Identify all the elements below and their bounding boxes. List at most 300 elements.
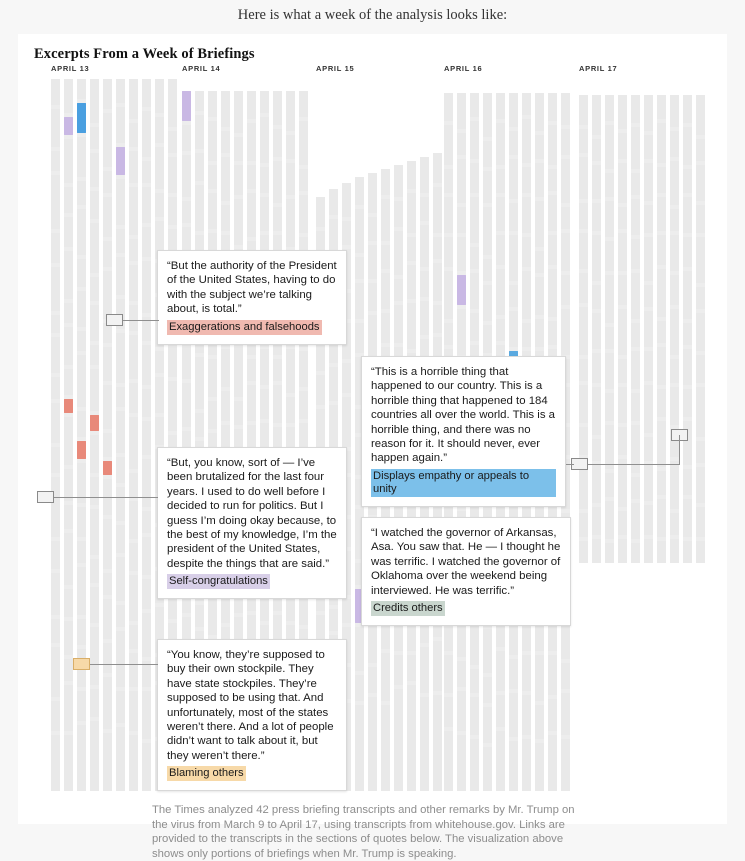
transcript-segment[interactable] — [142, 345, 151, 385]
transcript-segment[interactable] — [657, 167, 666, 193]
transcript-segment[interactable] — [103, 271, 112, 319]
transcript-segment[interactable] — [631, 199, 640, 235]
marker-exaggerations[interactable] — [106, 314, 123, 326]
transcript-segment[interactable] — [51, 403, 60, 443]
transcript-segment[interactable] — [579, 385, 588, 423]
transcript-segment[interactable] — [368, 667, 377, 693]
transcript-segment[interactable] — [631, 95, 640, 123]
transcript-segment[interactable] — [77, 103, 86, 133]
transcript-segment[interactable] — [509, 203, 518, 231]
transcript-segment[interactable] — [64, 505, 73, 529]
transcript-segment[interactable] — [234, 91, 243, 133]
transcript-segment[interactable] — [605, 425, 614, 469]
transcript-segment[interactable] — [368, 173, 377, 213]
transcript-segment[interactable] — [381, 199, 390, 241]
transcript-segment[interactable] — [342, 397, 351, 447]
transcript-segment[interactable] — [470, 313, 479, 341]
transcript-segment[interactable] — [142, 613, 151, 657]
transcript-segment[interactable] — [116, 605, 125, 627]
transcript-segment[interactable] — [548, 195, 557, 231]
transcript-segment[interactable] — [444, 627, 453, 651]
transcript-segment[interactable] — [77, 619, 86, 645]
transcript-segment[interactable] — [535, 743, 544, 791]
transcript-segment[interactable] — [683, 349, 692, 385]
transcript-segment[interactable] — [221, 391, 230, 421]
transcript-segment[interactable] — [579, 541, 588, 563]
transcript-segment[interactable] — [381, 705, 390, 791]
transcript-segment[interactable] — [631, 425, 640, 473]
transcript-segment[interactable] — [696, 541, 705, 563]
transcript-segment[interactable] — [394, 305, 403, 343]
transcript-segment[interactable] — [496, 123, 505, 165]
transcript-segment[interactable] — [470, 163, 479, 193]
transcript-segment[interactable] — [670, 131, 679, 157]
transcript-segment[interactable] — [64, 369, 73, 395]
transcript-segment[interactable] — [142, 459, 151, 507]
transcript-segment[interactable] — [299, 169, 308, 191]
transcript-segment[interactable] — [129, 735, 138, 791]
transcript-segment[interactable] — [64, 217, 73, 247]
transcript-segment[interactable] — [605, 353, 614, 389]
transcript-segment[interactable] — [142, 389, 151, 417]
transcript-segment[interactable] — [509, 659, 518, 689]
transcript-segment[interactable] — [90, 277, 99, 301]
transcript-segment[interactable] — [260, 117, 269, 163]
transcript-segment[interactable] — [592, 353, 601, 383]
transcript-segment[interactable] — [509, 311, 518, 347]
transcript-segment[interactable] — [605, 327, 614, 349]
transcript-segment[interactable] — [548, 625, 557, 651]
transcript-segment[interactable] — [129, 501, 138, 539]
transcript-segment[interactable] — [155, 193, 164, 217]
transcript-segment[interactable] — [670, 209, 679, 231]
transcript-segment[interactable] — [155, 79, 164, 113]
transcript-segment[interactable] — [444, 169, 453, 193]
transcript-segment[interactable] — [90, 369, 99, 411]
transcript-segment[interactable] — [103, 197, 112, 237]
transcript-segment[interactable] — [168, 157, 177, 193]
transcript-segment[interactable] — [90, 79, 99, 123]
transcript-segment[interactable] — [496, 731, 505, 791]
transcript-segment[interactable] — [195, 185, 204, 231]
transcript-segment[interactable] — [208, 359, 217, 397]
transcript-segment[interactable] — [273, 207, 282, 231]
transcript-segment[interactable] — [683, 421, 692, 465]
transcript-segment[interactable] — [129, 79, 138, 119]
transcript-segment[interactable] — [561, 693, 570, 735]
transcript-segment[interactable] — [561, 275, 570, 305]
transcript-segment[interactable] — [522, 695, 531, 735]
transcript-segment[interactable] — [195, 91, 204, 111]
transcript-segment[interactable] — [483, 325, 492, 353]
transcript-segment[interactable] — [657, 471, 666, 495]
transcript-segment[interactable] — [273, 91, 282, 125]
transcript-segment[interactable] — [579, 157, 588, 199]
transcript-segment[interactable] — [142, 421, 151, 455]
transcript-segment[interactable] — [683, 323, 692, 345]
transcript-segment[interactable] — [696, 507, 705, 537]
transcript-segment[interactable] — [644, 385, 653, 433]
transcript-segment[interactable] — [657, 197, 666, 231]
transcript-segment[interactable] — [195, 115, 204, 149]
transcript-segment[interactable] — [644, 205, 653, 233]
transcript-segment[interactable] — [470, 669, 479, 693]
transcript-segment[interactable] — [195, 413, 204, 437]
transcript-segment[interactable] — [51, 79, 60, 105]
transcript-segment[interactable] — [381, 169, 390, 195]
transcript-segment[interactable] — [683, 469, 692, 495]
transcript-segment[interactable] — [605, 393, 614, 421]
transcript-segment[interactable] — [90, 721, 99, 791]
transcript-segment[interactable] — [260, 389, 269, 419]
marker-blaming-others[interactable] — [73, 658, 90, 670]
transcript-segment[interactable] — [548, 699, 557, 731]
transcript-segment[interactable] — [286, 163, 295, 195]
transcript-segment[interactable] — [103, 643, 112, 673]
transcript-segment[interactable] — [509, 93, 518, 127]
transcript-segment[interactable] — [522, 739, 531, 791]
transcript-segment[interactable] — [77, 541, 86, 563]
transcript-segment[interactable] — [129, 691, 138, 731]
transcript-segment[interactable] — [470, 247, 479, 269]
transcript-segment[interactable] — [394, 655, 403, 685]
transcript-segment[interactable] — [548, 321, 557, 345]
transcript-segment[interactable] — [51, 647, 60, 697]
transcript-segment[interactable] — [103, 79, 112, 109]
transcript-segment[interactable] — [535, 93, 544, 131]
transcript-segment[interactable] — [51, 573, 60, 615]
transcript-segment[interactable] — [579, 513, 588, 537]
transcript-segment[interactable] — [561, 663, 570, 689]
transcript-segment[interactable] — [433, 695, 442, 791]
transcript-segment[interactable] — [522, 93, 531, 115]
transcript-segment[interactable] — [631, 351, 640, 389]
transcript-segment[interactable] — [657, 389, 666, 417]
transcript-segment[interactable] — [260, 349, 269, 385]
transcript-segment[interactable] — [103, 433, 112, 457]
transcript-segment[interactable] — [522, 197, 531, 233]
transcript-segment[interactable] — [103, 573, 112, 595]
transcript-segment[interactable] — [670, 359, 679, 383]
transcript-segment[interactable] — [182, 383, 191, 427]
transcript-segment[interactable] — [208, 401, 217, 429]
transcript-segment[interactable] — [182, 91, 191, 121]
transcript-segment[interactable] — [221, 131, 230, 153]
transcript-segment[interactable] — [470, 739, 479, 791]
transcript-segment[interactable] — [168, 197, 177, 225]
transcript-segment[interactable] — [103, 171, 112, 193]
transcript-segment[interactable] — [496, 197, 505, 231]
transcript-segment[interactable] — [631, 127, 640, 169]
transcript-segment[interactable] — [535, 319, 544, 347]
transcript-segment[interactable] — [51, 109, 60, 147]
transcript-segment[interactable] — [247, 91, 256, 119]
transcript-segment[interactable] — [355, 257, 364, 279]
transcript-segment[interactable] — [420, 271, 429, 297]
transcript-segment[interactable] — [103, 385, 112, 429]
transcript-segment[interactable] — [592, 387, 601, 435]
transcript-segment[interactable] — [299, 195, 308, 233]
transcript-segment[interactable] — [644, 505, 653, 535]
transcript-segment[interactable] — [90, 559, 99, 583]
transcript-segment[interactable] — [64, 735, 73, 791]
transcript-segment[interactable] — [51, 701, 60, 731]
transcript-segment[interactable] — [407, 265, 416, 299]
transcript-segment[interactable] — [90, 587, 99, 623]
transcript-segment[interactable] — [592, 507, 601, 535]
transcript-segment[interactable] — [618, 133, 627, 159]
transcript-segment[interactable] — [420, 157, 429, 193]
transcript-segment[interactable] — [168, 381, 177, 431]
transcript-segment[interactable] — [407, 685, 416, 791]
transcript-segment[interactable] — [605, 173, 614, 197]
transcript-segment[interactable] — [394, 231, 403, 275]
transcript-segment[interactable] — [631, 239, 640, 269]
transcript-segment[interactable] — [77, 355, 86, 407]
transcript-segment[interactable] — [657, 421, 666, 467]
transcript-segment[interactable] — [522, 119, 531, 163]
transcript-segment[interactable] — [670, 309, 679, 355]
transcript-segment[interactable] — [618, 95, 627, 129]
transcript-segment[interactable] — [77, 331, 86, 351]
transcript-segment[interactable] — [195, 357, 204, 409]
transcript-segment[interactable] — [51, 267, 60, 311]
transcript-segment[interactable] — [657, 123, 666, 163]
transcript-segment[interactable] — [77, 181, 86, 205]
transcript-segment[interactable] — [696, 467, 705, 503]
transcript-segment[interactable] — [483, 629, 492, 673]
transcript-segment[interactable] — [618, 427, 627, 455]
transcript-segment[interactable] — [561, 93, 570, 125]
transcript-segment[interactable] — [522, 627, 531, 651]
transcript-segment[interactable] — [103, 733, 112, 791]
transcript-segment[interactable] — [457, 661, 466, 687]
transcript-segment[interactable] — [381, 273, 390, 309]
transcript-segment[interactable] — [247, 193, 256, 237]
transcript-segment[interactable] — [696, 287, 705, 309]
transcript-segment[interactable] — [657, 541, 666, 563]
transcript-segment[interactable] — [433, 305, 442, 333]
transcript-segment[interactable] — [483, 747, 492, 791]
transcript-segment[interactable] — [329, 609, 338, 631]
transcript-segment[interactable] — [592, 235, 601, 281]
transcript-segment[interactable] — [168, 79, 177, 127]
transcript-segment[interactable] — [342, 599, 351, 623]
transcript-segment[interactable] — [155, 147, 164, 189]
transcript-segment[interactable] — [116, 631, 125, 687]
transcript-segment[interactable] — [142, 227, 151, 257]
transcript-segment[interactable] — [470, 697, 479, 735]
transcript-segment[interactable] — [457, 207, 466, 233]
transcript-segment[interactable] — [670, 513, 679, 535]
transcript-segment[interactable] — [90, 305, 99, 341]
transcript-segment[interactable] — [273, 359, 282, 381]
transcript-segment[interactable] — [592, 465, 601, 503]
transcript-segment[interactable] — [77, 507, 86, 537]
transcript-segment[interactable] — [457, 133, 466, 155]
transcript-segment[interactable] — [561, 233, 570, 271]
transcript-segment[interactable] — [64, 251, 73, 299]
transcript-segment[interactable] — [522, 655, 531, 691]
transcript-segment[interactable] — [286, 199, 295, 247]
transcript-segment[interactable] — [51, 315, 60, 333]
transcript-segment[interactable] — [221, 157, 230, 201]
transcript-segment[interactable] — [77, 291, 86, 327]
transcript-segment[interactable] — [103, 677, 112, 729]
transcript-segment[interactable] — [420, 647, 429, 693]
transcript-segment[interactable] — [561, 129, 570, 155]
transcript-segment[interactable] — [496, 695, 505, 727]
transcript-segment[interactable] — [64, 303, 73, 323]
transcript-segment[interactable] — [522, 167, 531, 193]
transcript-segment[interactable] — [90, 127, 99, 149]
transcript-segment[interactable] — [618, 539, 627, 563]
transcript-segment[interactable] — [286, 91, 295, 131]
transcript-segment[interactable] — [273, 161, 282, 203]
transcript-segment[interactable] — [195, 153, 204, 181]
transcript-segment[interactable] — [657, 269, 666, 317]
transcript-segment[interactable] — [77, 725, 86, 791]
transcript-segment[interactable] — [696, 237, 705, 283]
transcript-segment[interactable] — [535, 135, 544, 159]
transcript-segment[interactable] — [535, 655, 544, 701]
transcript-segment[interactable] — [234, 347, 243, 397]
transcript-segment[interactable] — [129, 123, 138, 147]
transcript-segment[interactable] — [64, 399, 73, 413]
transcript-segment[interactable] — [561, 159, 570, 203]
transcript-segment[interactable] — [644, 465, 653, 501]
transcript-segment[interactable] — [644, 311, 653, 347]
transcript-segment[interactable] — [286, 135, 295, 159]
transcript-segment[interactable] — [316, 375, 325, 405]
transcript-segment[interactable] — [368, 315, 377, 361]
transcript-segment[interactable] — [444, 93, 453, 121]
transcript-segment[interactable] — [433, 237, 442, 259]
transcript-segment[interactable] — [342, 221, 351, 245]
transcript-segment[interactable] — [670, 539, 679, 563]
transcript-segment[interactable] — [90, 509, 99, 555]
transcript-segment[interactable] — [670, 275, 679, 305]
transcript-segment[interactable] — [129, 239, 138, 261]
transcript-segment[interactable] — [381, 653, 390, 701]
transcript-segment[interactable] — [260, 91, 269, 113]
transcript-segment[interactable] — [116, 457, 125, 483]
transcript-segment[interactable] — [696, 205, 705, 233]
transcript-segment[interactable] — [592, 95, 601, 135]
transcript-segment[interactable] — [129, 151, 138, 183]
transcript-segment[interactable] — [247, 359, 256, 381]
transcript-segment[interactable] — [592, 285, 601, 309]
transcript-segment[interactable] — [355, 705, 364, 791]
transcript-segment[interactable] — [260, 197, 269, 231]
transcript-segment[interactable] — [129, 305, 138, 331]
transcript-segment[interactable] — [394, 165, 403, 197]
transcript-segment[interactable] — [657, 321, 666, 343]
transcript-segment[interactable] — [605, 125, 614, 169]
transcript-segment[interactable] — [116, 79, 125, 103]
transcript-segment[interactable] — [644, 437, 653, 461]
transcript-segment[interactable] — [483, 207, 492, 255]
transcript-segment[interactable] — [142, 261, 151, 313]
transcript-segment[interactable] — [103, 519, 112, 569]
transcript-segment[interactable] — [208, 91, 217, 117]
transcript-segment[interactable] — [420, 697, 429, 791]
transcript-segment[interactable] — [77, 567, 86, 615]
transcript-segment[interactable] — [444, 197, 453, 233]
transcript-segment[interactable] — [644, 539, 653, 563]
transcript-segment[interactable] — [657, 95, 666, 119]
transcript-segment[interactable] — [535, 277, 544, 315]
transcript-segment[interactable] — [561, 207, 570, 229]
transcript-segment[interactable] — [116, 557, 125, 601]
transcript-segment[interactable] — [208, 193, 217, 229]
transcript-segment[interactable] — [234, 137, 243, 161]
transcript-segment[interactable] — [168, 131, 177, 153]
transcript-segment[interactable] — [116, 107, 125, 143]
transcript-segment[interactable] — [579, 307, 588, 355]
transcript-segment[interactable] — [64, 417, 73, 465]
transcript-segment[interactable] — [496, 269, 505, 315]
transcript-segment[interactable] — [631, 393, 640, 421]
transcript-segment[interactable] — [483, 141, 492, 167]
transcript-segment[interactable] — [77, 259, 86, 287]
transcript-segment[interactable] — [299, 121, 308, 165]
transcript-segment[interactable] — [342, 183, 351, 217]
transcript-segment[interactable] — [644, 163, 653, 201]
transcript-segment[interactable] — [168, 347, 177, 377]
transcript-segment[interactable] — [394, 201, 403, 227]
transcript-segment[interactable] — [444, 655, 453, 693]
transcript-segment[interactable] — [470, 93, 479, 117]
transcript-segment[interactable] — [548, 125, 557, 165]
transcript-segment[interactable] — [116, 229, 125, 253]
transcript-segment[interactable] — [683, 237, 692, 267]
transcript-segment[interactable] — [444, 125, 453, 165]
transcript-segment[interactable] — [142, 161, 151, 183]
transcript-segment[interactable] — [116, 411, 125, 453]
transcript-segment[interactable] — [496, 651, 505, 691]
callout-empathy[interactable] — [361, 356, 566, 507]
transcript-segment[interactable] — [273, 385, 282, 423]
transcript-segment[interactable] — [182, 125, 191, 151]
transcript-segment[interactable] — [77, 411, 86, 437]
transcript-segment[interactable] — [605, 95, 614, 121]
transcript-segment[interactable] — [496, 319, 505, 341]
transcript-segment[interactable] — [116, 147, 125, 175]
transcript-segment[interactable] — [592, 439, 601, 461]
transcript-segment[interactable] — [103, 461, 112, 475]
transcript-segment[interactable] — [394, 279, 403, 301]
transcript-segment[interactable] — [548, 655, 557, 695]
transcript-segment[interactable] — [90, 477, 99, 505]
transcript-segment[interactable] — [605, 201, 614, 237]
transcript-segment[interactable] — [683, 389, 692, 417]
transcript-segment[interactable] — [273, 129, 282, 157]
transcript-segment[interactable] — [234, 199, 243, 245]
transcript-segment[interactable] — [129, 383, 138, 413]
transcript-segment[interactable] — [247, 123, 256, 161]
transcript-segment[interactable] — [496, 169, 505, 193]
transcript-segment[interactable] — [355, 177, 364, 205]
transcript-segment[interactable] — [618, 275, 627, 305]
transcript-segment[interactable] — [618, 459, 627, 507]
transcript-segment[interactable] — [407, 303, 416, 349]
transcript-segment[interactable] — [316, 615, 325, 639]
transcript-segment[interactable] — [483, 259, 492, 281]
transcript-segment[interactable] — [592, 539, 601, 563]
transcript-segment[interactable] — [592, 139, 601, 161]
transcript-segment[interactable] — [683, 271, 692, 319]
